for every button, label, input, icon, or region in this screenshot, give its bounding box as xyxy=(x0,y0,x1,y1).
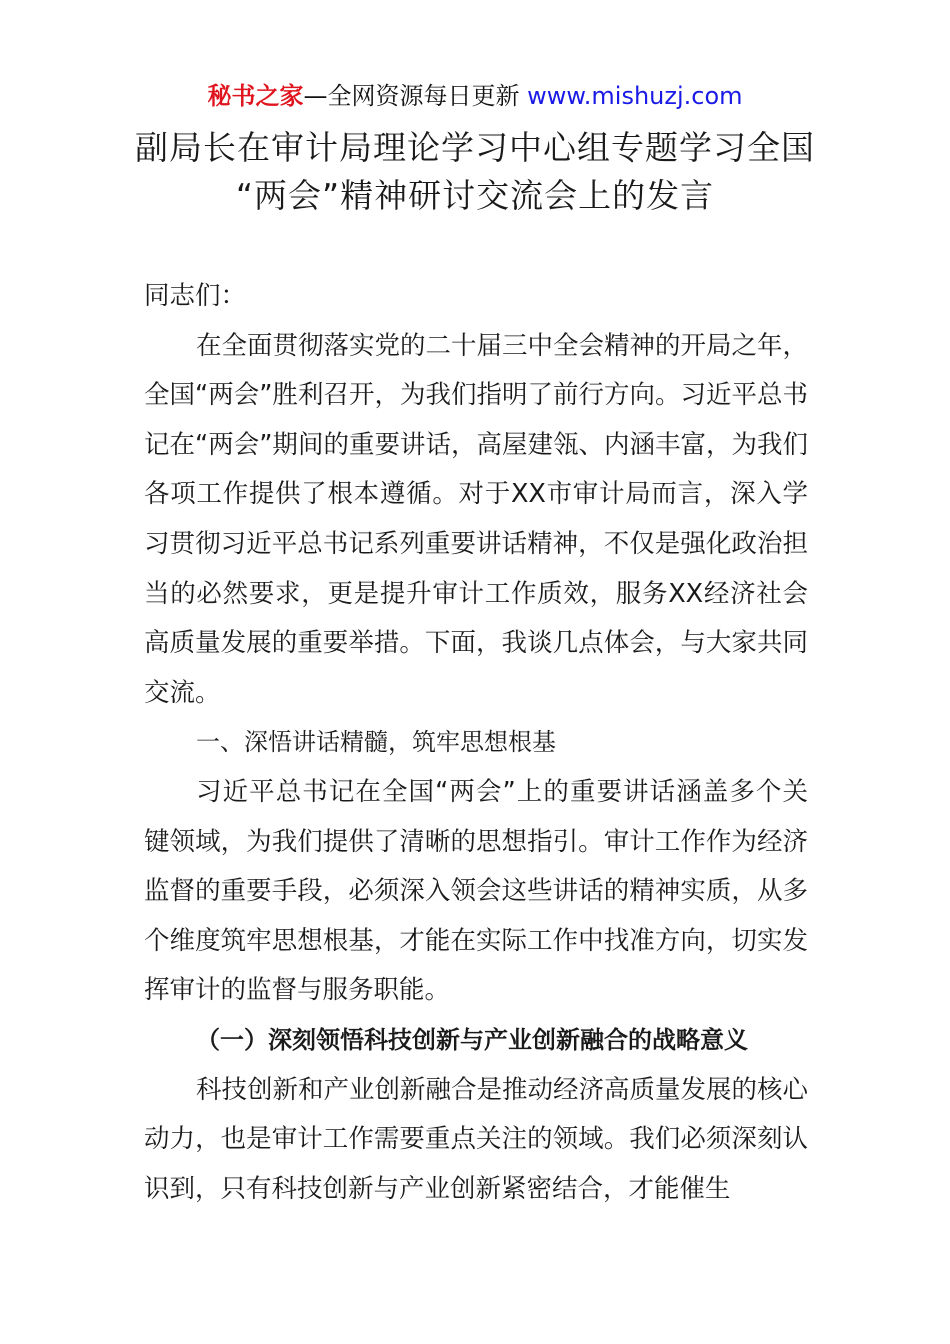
document-body xyxy=(144,272,808,1214)
site-header xyxy=(0,78,950,114)
salutation: 同志们： xyxy=(144,281,247,311)
document-title xyxy=(100,124,850,220)
subsection-heading-1: （一）深刻领悟科技创新与产业创新融合的战略意义 xyxy=(196,1025,748,1054)
brand-name: 秘书之家 xyxy=(207,82,304,110)
title-line-2: “两会”精神研讨交流会上的发言 xyxy=(235,176,715,215)
paragraph-intro: 在全面贯彻落实党的二十届三中全会精神的开局之年，全国“两会”胜利召开，为我们指明了前行方向。习近平总书记在“两会”期间的重要讲话，高屋建瓴、内涵丰富，为我们各项工作提供了根本遵循。对于XX市审计局而言，深入学习贯彻习近平总书记系列重要讲话精神，不仅是强化政治担当的必然要求，更是提升审计工作质效，服务XX经济社会高质量发展的重要举措。下面，我谈几点体会，与大家共同交流。 xyxy=(144,330,809,708)
site-url-link[interactable]: www.mishuzj.com xyxy=(527,82,743,110)
paragraph-section-1: 习近平总书记在全国“两会”上的重要讲话涵盖多个关键领域，为我们提供了清晰的思想指引。审计工作作为经济监督的重要手段，必须深入领会这些讲话的精神实质，从多个维度筑牢思想根基，才能在实际工作中找准方向，切实发挥审计的监督与服务职能。 xyxy=(144,776,808,1006)
title-line-1: 副局长在审计局理论学习中心组专题学习全国 xyxy=(135,128,815,167)
site-tagline: —全网资源每日更新 xyxy=(303,82,528,110)
paragraph-subsection-1: 科技创新和产业创新融合是推动经济高质量发展的核心动力，也是审计工作需要重点关注的领域。我们必须深刻认识到，只有科技创新与产业创新紧密结合，才能催生 xyxy=(144,1074,809,1204)
section-heading-1: 一、深悟讲话精髓，筑牢思想根基 xyxy=(196,728,556,757)
